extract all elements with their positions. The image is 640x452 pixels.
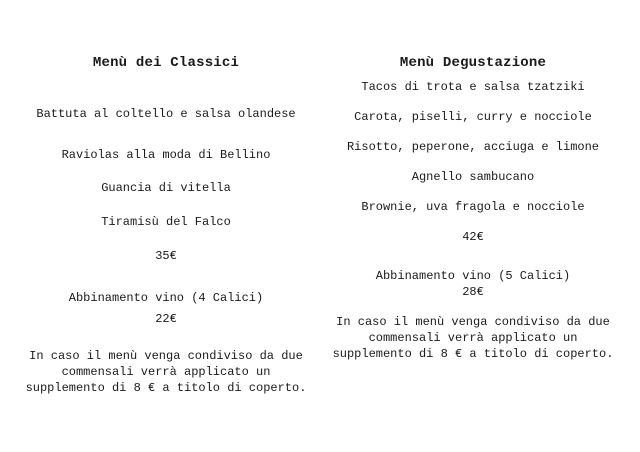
classici-dish-3: Guancia di vitella [101,181,231,195]
classici-dish-4: Tiramisù del Falco [101,215,231,229]
degustazione-wine-label: Abbinamento vino (5 Calici) [375,269,571,283]
degustazione-dish-2: Carota, piselli, curry e nocciole [354,110,592,124]
menu-degustazione-column [313,0,633,452]
degustazione-wine-price: 28€ [462,285,484,299]
menu-classici-title: Menù dei Classici [92,55,240,71]
menu-degustazione-title: Menù Degustazione [399,55,547,71]
degustazione-sharing-note: In caso il menù venga condiviso da due commensali verrà applicato un supplemento di 8 € a titolo di coperto. [332,315,614,361]
classici-wine-label: Abbinamento vino (4 Calici) [68,291,264,305]
degustazione-dish-4: Agnello sambucano [411,170,535,184]
degustazione-dish-1: Tacos di trota e salsa tzatziki [361,80,585,94]
classici-dish-2: Raviolas alla moda di Bellino [61,148,271,162]
classici-wine-price: 22€ [155,312,177,326]
classici-price: 35€ [155,249,177,263]
degustazione-dish-3: Risotto, peperone, acciuga e limone [346,140,600,154]
classici-sharing-note: In caso il menù venga condiviso da due commensali verrà applicato un supplemento di 8 € a titolo di coperto. [25,349,307,395]
degustazione-dish-5: Brownie, uva fragola e nocciole [361,200,585,214]
classici-dish-1: Battuta al coltello e salsa olandese [36,107,296,121]
degustazione-price: 42€ [462,230,484,244]
menu-classici-column [6,0,326,452]
